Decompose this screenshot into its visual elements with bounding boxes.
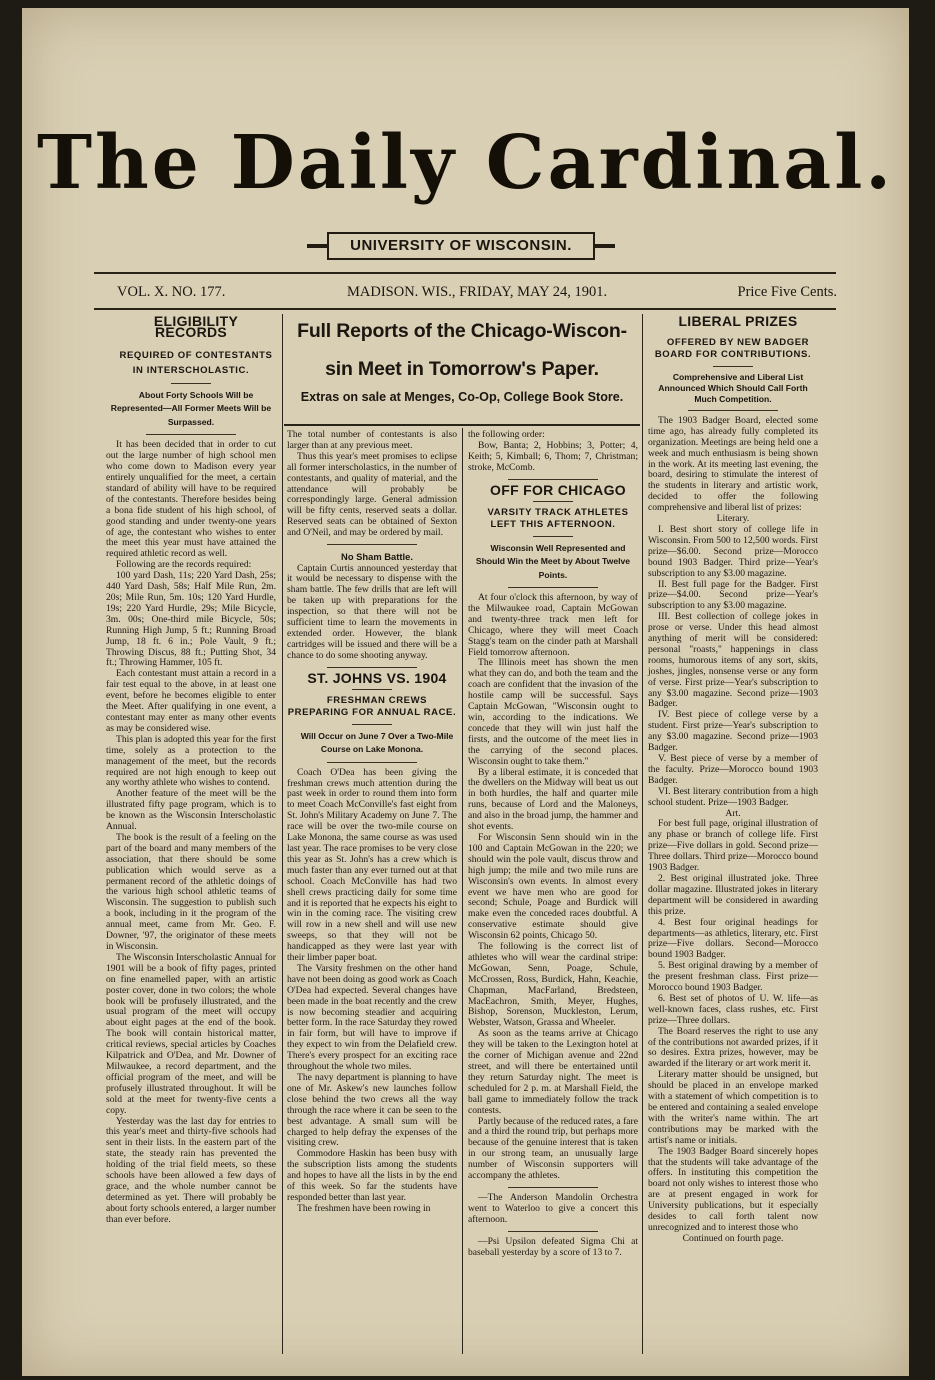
banner-story	[284, 312, 640, 404]
divider	[327, 544, 417, 545]
column-rule-1	[282, 314, 283, 1354]
column-eligibility	[106, 313, 276, 1226]
chicago-paragraph: As soon as the teams arrive at Chicago they will be taken to the Lexington hotel at the corner of Michigan avenue and 22nd street, and will there be entertained until they return Saturday night. The meet is scheduled for 2 p. m. at Marshall Field, the ball game to immediately follow the track contests.	[468, 1028, 638, 1116]
art-prize: For best full page, original illustration of any phase or branch of college life. First prize—Five dollars in gold. Second prize—Three dollars. Third prize—Morocco bound 1903 Badger.	[648, 818, 818, 874]
art-prize: 4. Best four original headings for departments—as athletics, literary, etc. First prize—Five dollars. Second—Morocco bound 1903 Badger.	[648, 916, 818, 961]
divider	[327, 762, 417, 763]
prizes-intro: The 1903 Badger Board, elected some time ago, has already fully completed its organization. Meetings are being held one a week and much enthusiasm is being shown in the work. At its meeting last evening, the board, desiring to stimulate the interest of the students in literary and artistic work, decided to offer the following comprehensive and liberal list of prizes:	[648, 414, 818, 514]
divider	[327, 667, 417, 668]
literary-prize: I. Best short story of college life in Wisconsin. From 500 to 12,500 words. First prize—$6.00. Second prize—Morocco bound 1903 Badger. Third prize—Year's subscription to any $3.00 magazine.	[648, 523, 818, 579]
university-banner: UNIVERSITY OF WISCONSIN.	[327, 232, 595, 260]
art-prize: 5. Best original drawing by a member of the present freshman class. First prize—Morocco bound 1903 Badger.	[648, 960, 818, 994]
lineup-lead: the following order:	[468, 429, 545, 440]
art-prize: 2. Best original illustrated joke. Three dollar magazine. Illustrated jokes in literary department will be considered in awarding this prize.	[648, 872, 818, 917]
masthead-title: The Daily Cardinal.	[36, 120, 895, 206]
literary-prize: III. Best collection of college jokes in prose or verse. Under this head almost anything of merit will be considered: personal "roasts," happenings in class rooms, humorous items of any sort, skits, joshes, jingles, nonsense verse or any form of verse. First prize—Year's subscription to any $3.00 magazine. Second prize—1903 Badger.	[648, 611, 818, 710]
eligibility-records: 100 yard Dash, 11s; 220 Yard Dash, 25s; 440 Yard Dash, 58s; Half Mile Run, 2m. 20s; Mile Run, 5m. 10s; 120 Yard Hurdle, 19s; 220 Yard Hurdle, 29s; Mile Bicycle, 3m. 00s; One-third mile Bicycle, 50s; Running High Jump, 5 ft.; Running Broad Jump, 18 ft. 6 in.; Pole Vault, 9 ft.; Throwing Discus, 88 ft.; Putting Shot, 34 ft.; Throwing Hammer, 105 ft.	[106, 570, 276, 669]
price: Price Five Cents.	[737, 284, 837, 300]
chicago-paragraph: The Illinois meet has shown the men what they can do, and both the team and the coach are confident that the invasion of the hostile camp will be successful. Says Captain McGowan, "Wisconsin ought to win, according to the indications. We concede that they will win just half the firsts, and the outcome of the meet lies in the carrying of the second places. Wisconsin ought to take them."	[468, 657, 638, 767]
sham-battle-text: Captain Curtis announced yesterday that it would be necessary to dispense with the sham battle. The few drills that are left will be taken up with preparations for the inspection, so that there will not be sufficient time to learn the movements in extended order. However, the blank cartridges will be issued and there will be a chance to do some shooting anyway.	[287, 562, 457, 661]
art-head: Art.	[725, 807, 741, 819]
divider	[352, 724, 392, 725]
column-liberal-prizes	[648, 313, 818, 1245]
divider	[352, 689, 392, 690]
eligibility-paragraph: It has been decided that in order to cut out the large number of high school men who come down to Madison every year entirely unqualified for the meet, a certain standard of ability will have to be required of the contestants. Therefore besides being a bona fide student of his high school, of good standing and under twenty-one years of age, the contestant who wishes to enter the meet this year must have attained the required athletic record as well.	[106, 439, 276, 560]
eligibility-headline: ELIGIBILITY RECORDS	[153, 313, 239, 340]
divider	[508, 1231, 598, 1232]
chicago-subhead: VARSITY TRACK ATHLETES LEFT THIS AFTERNOON.	[487, 506, 629, 530]
art-prize: The Board reserves the right to use any of the contributions not awarded prizes, if it so desires. Extra prizes, however, may be awarded if the literary or art work merit it.	[648, 1025, 818, 1070]
stjohns-paragraph: Commodore Haskin has been busy with the subscription lists among the students and hopes to have all the lists in by the end of this week. So far the students have responded better than last year.	[287, 1148, 457, 1203]
newspaper-page	[22, 8, 909, 1376]
chicago-paragraph: The following is the correct list of athletes who will wear the cardinal stripe: McGowan, Senn, Poage, Schule, McCrossen, Ross, Burdick, Hahn, Keachie, Chapman, MacFarland, Bredsteen, MacEachron, Smith, Meyer, Hughes, Bishop, Sorenson, Muckleston, Lerum, Webster, Watson, Grassa and Wheeler.	[468, 941, 638, 1029]
prizes-subhead: OFFERED BY NEW BADGER BOARD FOR CONTRIBUTIONS.	[654, 336, 812, 360]
column-rule-3	[642, 314, 643, 1354]
divider	[533, 536, 573, 537]
chicago-paragraph: For Wisconsin Senn should win in the 100 and Captain McGowan in the 220; we should win the pole vault, discus throw and high jump; the mile and two mile runs are Wisconsin's own events. In almost every event we have men who are good for second; Schule, Poage and Burdick will make even the conceded races doubtful. A conservative estimate should give Wisconsin 62 points, Chicago 50.	[468, 831, 638, 942]
art-prize: Literary matter should be unsigned, but should be placed in an envelope marked with a statement of which competition is to be entered and containing a sealed envelope with the writer's name within. The art contributions may be marked with the artist's name or initials.	[648, 1069, 818, 1146]
stjohns-paragraph: The navy department is planning to have one of Mr. Askew's new launches follow close behind the two crews all the way through the race where it can be seen to the best advantage. A small sum will be charged to help defray the expenses of the visiting crew.	[287, 1072, 457, 1149]
stjohns-paragraph: Coach O'Dea has been giving the freshman crews much attention during the past week in order to round them into form to meet Coach McConville's fast eight from St. John's Military Academy on June 7. The race will be over the two-mile course on Lake Monona, the same course as was used last year. The race promises to be very close this year as St. John's has a crew which is much faster than any ever turned out at that school. Coach McConville has had two shell crews practicing daily for some time and it is reported that he expects his eight to win in the coming race. The visiting crew will row in a new shell and will use new sweeps, so that they will not be handicapped as they were last year with their limber paper boat.	[287, 766, 457, 964]
dateline-rule-bottom	[94, 308, 836, 310]
chicago-deck: Wisconsin Well Represented and Should Win the Meet by About Twelve Points.	[475, 542, 631, 580]
crew-lineup: Bow, Banta; 2, Hobbins; 3, Potter; 4, Keith; 5, Kimball; 6, Thom; 7, Christman; stroke, McComb.	[468, 439, 638, 473]
eligibility-subhead: REQUIRED OF CONTESTANTS IN INTERSCHOLASTIC.	[119, 349, 273, 376]
dateline-rule-top	[94, 272, 836, 274]
chicago-headline: OFF FOR CHICAGO	[490, 481, 626, 498]
stjohns-headline: ST. JOHNS VS. 1904	[307, 669, 447, 686]
eligibility-paragraph: Each contestant must attain a record in a fair test equal to the above, in at least one event, before he becomes eligible to enter the Meet. After qualifying in one event, a contestant may enter as many other events as may be considered wise.	[106, 668, 276, 734]
volume-number: VOL. X. NO. 177.	[117, 284, 226, 300]
divider	[688, 410, 778, 411]
eligibility-paragraph: The Wisconsin Interscholastic Annual for 1901 will be a book of fifty pages, printed on fine enamelled paper, with an artistic poster cover, done in two colors; the whole book will be profusely illustrated, and the usual program of the meet will occupy about eight pages at the end of the book. The book will contain historical matter, critical reviews, special articles by Coaches Kilpatrick and O'Dea, and Mr. Downer of Milwaukee, a record department, and the official program of the meet, and will be profusely illustrated throughout. It will be sold at the meet for twenty-five cents a copy.	[106, 951, 276, 1116]
dateline	[117, 284, 837, 306]
literary-prize: VI. Best literary contribution from a high school student. Prize—1903 Badger.	[648, 785, 818, 808]
banner-headline-2: sin Meet in Tomorrow's Paper.	[325, 358, 599, 380]
continued-note: Continued on fourth page.	[682, 1232, 784, 1244]
chicago-paragraph: At four o'clock this afternoon, by way of the Milwaukee road, Captain McGowan and twenty-three track men left for Chicago, where they will meet Coach Stagg's team on the cinder path at Marshall Field tomorrow afternoon.	[468, 592, 638, 658]
prizes-headline: LIBERAL PRIZES	[678, 313, 798, 329]
divider	[146, 434, 236, 435]
divider	[508, 479, 598, 480]
eligibility-paragraph: The book is the result of a feeling on the part of the board and many members of the association, that there should be some publication which would serve as a permanent record of the athletic doings of the various high school athletic teams of Wisconsin. The suggestion to publish such a book, including in it the program of the annual meet, came from Mr. Geo. F. Downer, '97, the originator of these meets in Wisconsin.	[106, 831, 276, 952]
continued-paragraph: The total number of contestants is also larger than at any previous meet.	[287, 429, 457, 451]
column-continued-stjohns	[287, 430, 457, 1215]
stjohns-deck: Will Occur on June 7 Over a Two-Mile Course on Lake Monona.	[300, 730, 454, 755]
stjohns-paragraph: The freshmen have been rowing in	[297, 1202, 431, 1214]
place-date: MADISON. WIS., FRIDAY, MAY 24, 1901.	[347, 284, 608, 300]
divider	[508, 1187, 598, 1188]
literary-prize: IV. Best piece of college verse by a student. First prize—Year's subscription to any $3.00 magazine. Second prize—1903 Badger.	[648, 709, 818, 754]
divider	[171, 383, 211, 384]
brief-note: —Psi Upsilon defeated Sigma Chi at baseball yesterday by a score of 13 to 7.	[468, 1235, 638, 1258]
divider	[508, 587, 598, 588]
banner-ornament-right	[595, 244, 615, 248]
eligibility-paragraph: Following are the records required:	[116, 559, 252, 571]
chicago-paragraph: Partly because of the reduced rates, a fare and a third the round trip, but perhaps more because of the genuine interest that is taken in our strong team, an unusually large number of Wisconsin supporters will accompany the athletes.	[468, 1115, 638, 1182]
banner-rule	[284, 424, 640, 426]
divider	[533, 501, 573, 502]
prizes-deck: Comprehensive and Liberal List Announced Which Should Call Forth Much Competition.	[658, 371, 808, 404]
eligibility-paragraph: Yesterday was the last day for entries to this year's meet and thirty-five schools had sent in their lists. In the eastern part of the state, the steady rain has prevented the holding of the trial field meets, so these schools have been allowed a few days of grace, and the whole number cannot be determined as yet. There will probably be about forty schools entered, a larger number than ever before.	[106, 1115, 276, 1225]
column-rule-2	[462, 428, 463, 1354]
column-off-for-chicago	[468, 430, 638, 1259]
art-prize: The 1903 Badger Board sincerely hopes that the students will take advantage of the offers. In instituting this competition the board not only wishes to interest those who are at present engaged in work for University publications, but it especially desides to call forth talent now unrecognized and to interest those who	[648, 1145, 818, 1233]
stjohns-paragraph: The Varsity freshmen on the other hand have not been doing as good work as Coach O'Dea had expected. Several changes have been made in the boat recently and the crew is now becoming steadier and acquiring better form. In the race Saturday they rowed in fair form, but will have to improve if they expect to win from the Delafield crew. There's every prospect for an exciting race throughout the whole two miles.	[287, 962, 457, 1073]
literary-head: Literary.	[716, 513, 750, 525]
divider	[713, 366, 753, 367]
literary-prize: II. Best full page for the Badger. First prize—$4.00. Second prize—Year's subscription to any $3.00 magazine.	[648, 578, 818, 612]
literary-prize: V. Best piece of verse by a member of the faculty. Prize—Morocco bound 1903 Badger.	[648, 753, 818, 786]
eligibility-paragraph: This plan is adopted this year for the first time, solely as a protection to the management of the meet, but the records required are not high enough to keep out any worthy athlete who wishes to contend.	[106, 733, 276, 789]
brief-note: —The Anderson Mandolin Orchestra went to Waterloo to give a concert this afternoon.	[468, 1191, 638, 1225]
chicago-paragraph: By a liberal estimate, it is conceded that the dwellers on the Midway will beat us out in both hurdles, the half and quarter mile runs, because of Lord and the Maloneys, and also in the broad jump, the hammer and shot events.	[468, 766, 638, 833]
banner-headline-1: Full Reports of the Chicago-Wiscon-	[297, 320, 627, 342]
eligibility-paragraph: Another feature of the meet will be the illustrated fifty page program, which is to be known as the Wisconsin Interscholastic Annual.	[106, 788, 276, 833]
stjohns-subhead: FRESHMAN CREWS PREPARING FOR ANNUAL RACE.	[287, 694, 457, 718]
art-prize: 6. Best set of photos of U. W. life—as well-known faces, class rushes, etc. First prize—Three dollars.	[648, 992, 818, 1026]
eligibility-deck: About Forty Schools Will be Represented—All Former Meets Will be Surpassed.	[110, 389, 272, 427]
banner-subline: Extras on sale at Menges, Co-Op, College Book Store.	[300, 390, 624, 404]
sham-battle-head: No Sham Battle.	[341, 551, 413, 563]
continued-paragraph: Thus this year's meet promises to eclipse all former interscholastics, in the number of contestants, and quality of material, and the attendance will probably be correspondingly large. General admission will be fifty cents, reserved seats a dollar. Reserved seats can be obtained of Sexton and O'Neil, and may be ordered by mail.	[287, 450, 457, 539]
banner-ornament-left	[307, 244, 327, 248]
